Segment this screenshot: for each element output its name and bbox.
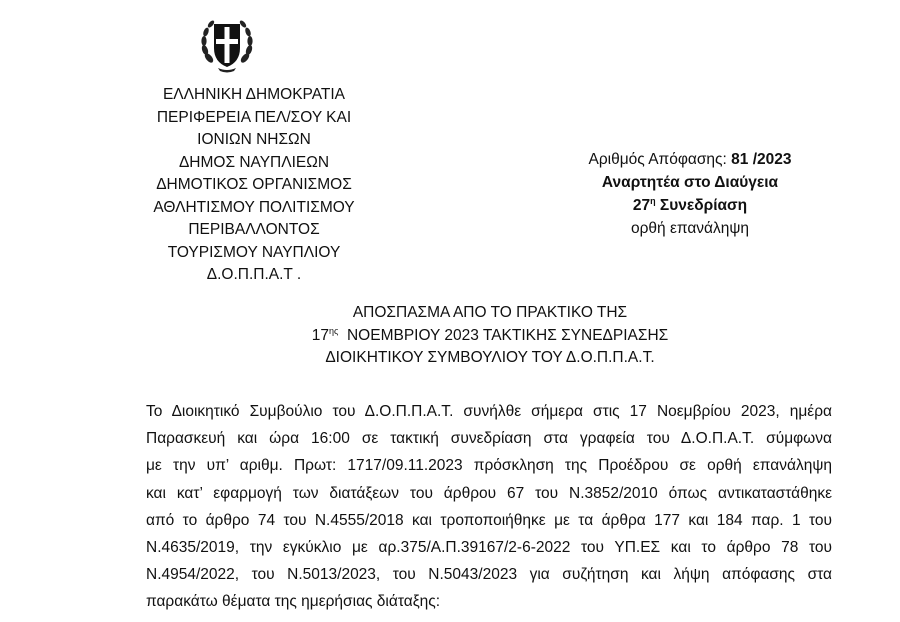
authority-line: ΕΛΛΗΝΙΚΗ ΔΗΜΟΚΡΑΤΙΑ: [162, 86, 346, 103]
heading-day: 17: [311, 326, 330, 344]
issuing-authority: [108, 84, 400, 287]
authority-line: ΔΗΜΟΤΙΚΟΣ ΟΡΓΑΝΙΣΜΟΣ: [156, 176, 352, 193]
heading-line-2-rest: ΝΟΕΜΒΡΙΟΥ 2023 ΤΑΚΤΙΚΗΣ ΣΥΝΕΔΡΙΑΣΗΣ: [346, 326, 669, 344]
greek-coat-of-arms-icon: [196, 14, 258, 76]
authority-line: ΙΟΝΙΩΝ ΝΗΣΩΝ: [197, 131, 311, 148]
session-num: 27: [632, 197, 651, 214]
heading-line-3: ΔΙΟΙΚΗΤΙΚΟΥ ΣΥΜΒΟΥΛΙΟΥ ΤΟΥ Δ.Ο.Π.Π.Α.Τ.: [325, 349, 655, 366]
authority-line: ΤΟΥΡΙΣΜΟΥ ΝΑΥΠΛΙΟΥ: [167, 243, 341, 261]
decision-number: [530, 148, 850, 171]
heading-line-2: [150, 325, 830, 348]
body-line: παρακάτω θέματα της ημερήσιας διάταξης:: [146, 593, 441, 611]
body-line: και κατ’ εφαρμογή των διατάξεων του άρθρου 67 του Ν.3852/2010 όπως αντικαταστάθηκε: [146, 484, 832, 502]
body-line: Ν.4635/2019, την εγκύκλιο με αρ.375/Α.Π.39167/2-6-2022 του ΥΠ.ΕΣ και το άρθρο 78 του: [146, 539, 832, 557]
body-line: Το Διοικητικό Συμβούλιο του Δ.Ο.Π.Π.Α.Τ. συνήλθε σήμερα στις 17 Νοεμβρίου 2023, ημέρα: [146, 403, 832, 420]
heading-day-sup: ης: [329, 325, 339, 336]
authority-line: Δ.Ο.Π.Π.Α.Τ .: [206, 266, 302, 283]
body-line: με την υπ’ αριθμ. Πρωτ: 1717/09.11.2023 πρόσκληση της Προέδρου σε ορθή επανάληψη: [146, 457, 832, 475]
body-paragraph: [146, 398, 832, 616]
session-sup: η: [650, 195, 656, 206]
posting-note: Αναρτητέα στο Διαύγεια: [601, 174, 779, 191]
authority-line: ΠΕΡΙΦΕΡΕΙΑ ΠΕΛ/ΣΟΥ ΚΑΙ: [156, 108, 352, 126]
session-word: Συνεδρίαση: [659, 197, 748, 214]
session-number: [530, 194, 850, 217]
decision-number-value: 81 /2023: [731, 151, 792, 168]
repeat-note: ορθή επανάληψη: [630, 220, 750, 237]
authority-line: ΠΕΡΙΒΑΛΛΟΝΤΟΣ: [188, 221, 320, 238]
body-line: Ν.4954/2022, του Ν.5013/2023, του Ν.5043/2023 για συζήτηση και λήψη απόφασης στα: [146, 566, 832, 584]
heading-line-1: ΑΠΟΣΠΑΣΜΑ ΑΠΟ ΤΟ ΠΡΑΚΤΙΚΟ ΤΗΣ: [352, 304, 628, 321]
body-line: από το άρθρο 74 του Ν.4555/2018 και τροποποιήθηκε με τα άρθρα 177 και 184 παρ. 1 του: [146, 511, 832, 529]
authority-line: ΔΗΜΟΣ ΝΑΥΠΛΙΕΩΝ: [178, 153, 330, 171]
decision-info: [530, 148, 850, 240]
authority-line: ΑΘΛΗΤΙΣΜΟΥ ΠΟΛΙΤΙΣΜΟΥ: [153, 198, 355, 216]
decision-number-label: Αριθμός Απόφασης:: [588, 151, 727, 168]
body-line: Παρασκευή και ώρα 16:00 σε τακτική συνεδρίαση στα γραφεία του Δ.Ο.Π.Α.Τ. σύμφωνα: [146, 430, 832, 448]
document-heading: [150, 302, 830, 370]
